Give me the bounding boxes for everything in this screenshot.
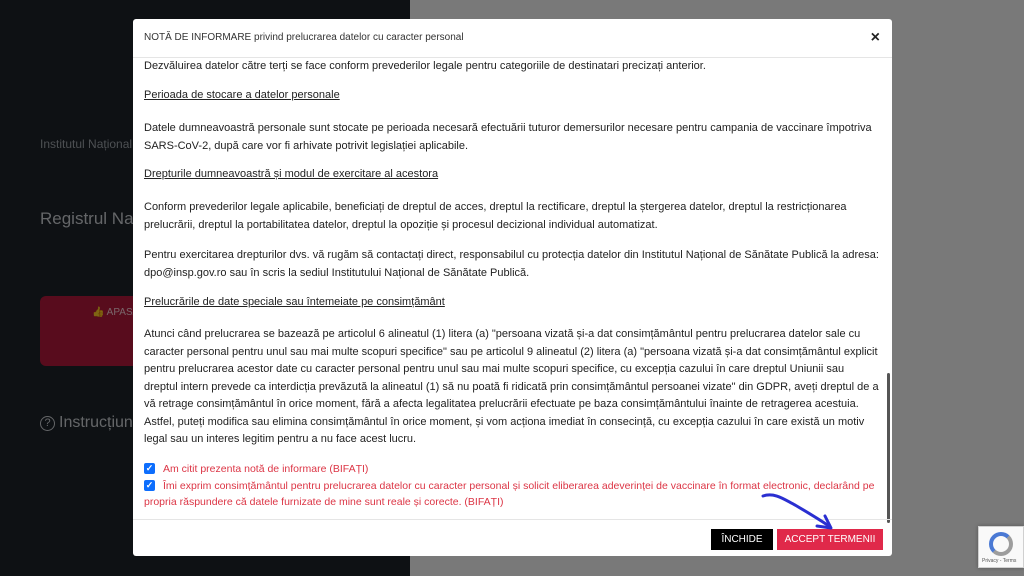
accept-terms-button[interactable]: ACCEPT TERMENII [777, 529, 883, 550]
close-icon[interactable]: × [870, 29, 880, 46]
recaptcha-footer: Privacy - Terms [982, 558, 1017, 564]
checkbox-label: Îmi exprim consimțământul pentru prelucrarea datelor cu caracter personal și solicit eliberarea adeverinței de vaccinare în format electronic, declarând pe propria răspundere că datele furnizate de mine sunt reale și corecte. (BIFAȚI) [144, 480, 875, 508]
paragraph-contact: Pentru exercitarea drepturilor dvs. vă rugăm să contactați direct, responsabilul cu protecția datelor din Institutul Național de Sănătate Publică la adresa: dpo@insp.gov.ro sau în scris la sediul Institutului Național de Sănătate Publică. [144, 249, 879, 279]
info-modal [133, 19, 892, 556]
checkbox-checked-icon[interactable]: ✓ [145, 480, 154, 490]
paragraph-disclosure: Dezvăluirea datelor către terți se face conform prevederilor legale pentru categoriile de destinatari precizați anterior. [144, 60, 706, 72]
paragraph-consent: Atunci când prelucrarea se bazează pe articolul 6 alineatul (1) litera (a) "persoana vizată și-a dat consimțământul pentru prelucrarea datelor sale cu caracter personal pentru unul sau mai multe scopuri specifice" sau pe articolul 9 alineatul (2) litera (a) "persoana vizată și-a dat consimțământul explicit pentru prelucrarea acestor date cu caracter personal pentru unul sau mai multe scopuri specifice, cu excepția cazului în care dreptul Uniunii sau dreptul intern prevede ca interdicția prevăzută la alineatul (1) să nu poată fi ridicată prin consimțământul persoanei vizate" din GDPR, aveți dreptul de a vă retrage consimțământul în orice moment, fără a afecta legalitatea prelucrării efectuate pe baza consimțământului înainte de retragerea acestuia. Astfel, puteți modifica sau elimina consimțământul în orice moment, și vom acționa imediat în consecință, cu excepția cazului în care există un motiv legal sau un interes legitim pentru a nu face acest lucru. [144, 328, 879, 445]
recaptcha-badge[interactable] [978, 526, 1024, 568]
heading-storage: Perioada de stocare a datelor personale [144, 89, 340, 101]
paragraph-storage: Datele dumneavoastră personale sunt stocate pe perioada necesară efectuării tuturor demersurilor necesare pentru campania de vaccinare împotriva SARS-CoV-2, după care vor fi arhivate potrivit legislației aplicabile. [144, 122, 872, 152]
checkbox-read-notice[interactable] [144, 461, 368, 477]
paragraph-rights: Conform prevederilor legale aplicabile, beneficiați de dreptul de acces, dreptul la rectificare, dreptul la ștergerea datelor, dreptul la restricționarea prelucrării, dreptul la portabilitatea datelor, dreptul la opoziție și procesul decizional individual automatizat. [144, 201, 847, 231]
recaptcha-icon [989, 532, 1013, 556]
checkbox-checked-icon[interactable]: ✓ [145, 463, 154, 473]
modal-header [133, 19, 892, 58]
modal-title: NOTĂ DE INFORMARE privind prelucrarea datelor cu caracter personal [144, 32, 464, 43]
heading-consent: Prelucrările de date speciale sau întemeiate pe consimțământ [144, 296, 445, 308]
modal-body[interactable] [133, 58, 892, 537]
close-button[interactable]: ÎNCHIDE [711, 529, 773, 550]
checkbox-label: Am citit prezenta notă de informare (BIFAȚI) [163, 463, 369, 475]
heading-rights: Drepturile dumneavoastră și modul de exercitare al acestora [144, 168, 439, 180]
scrollbar-thumb[interactable] [887, 373, 890, 523]
annotation-arrow-icon [755, 490, 840, 535]
